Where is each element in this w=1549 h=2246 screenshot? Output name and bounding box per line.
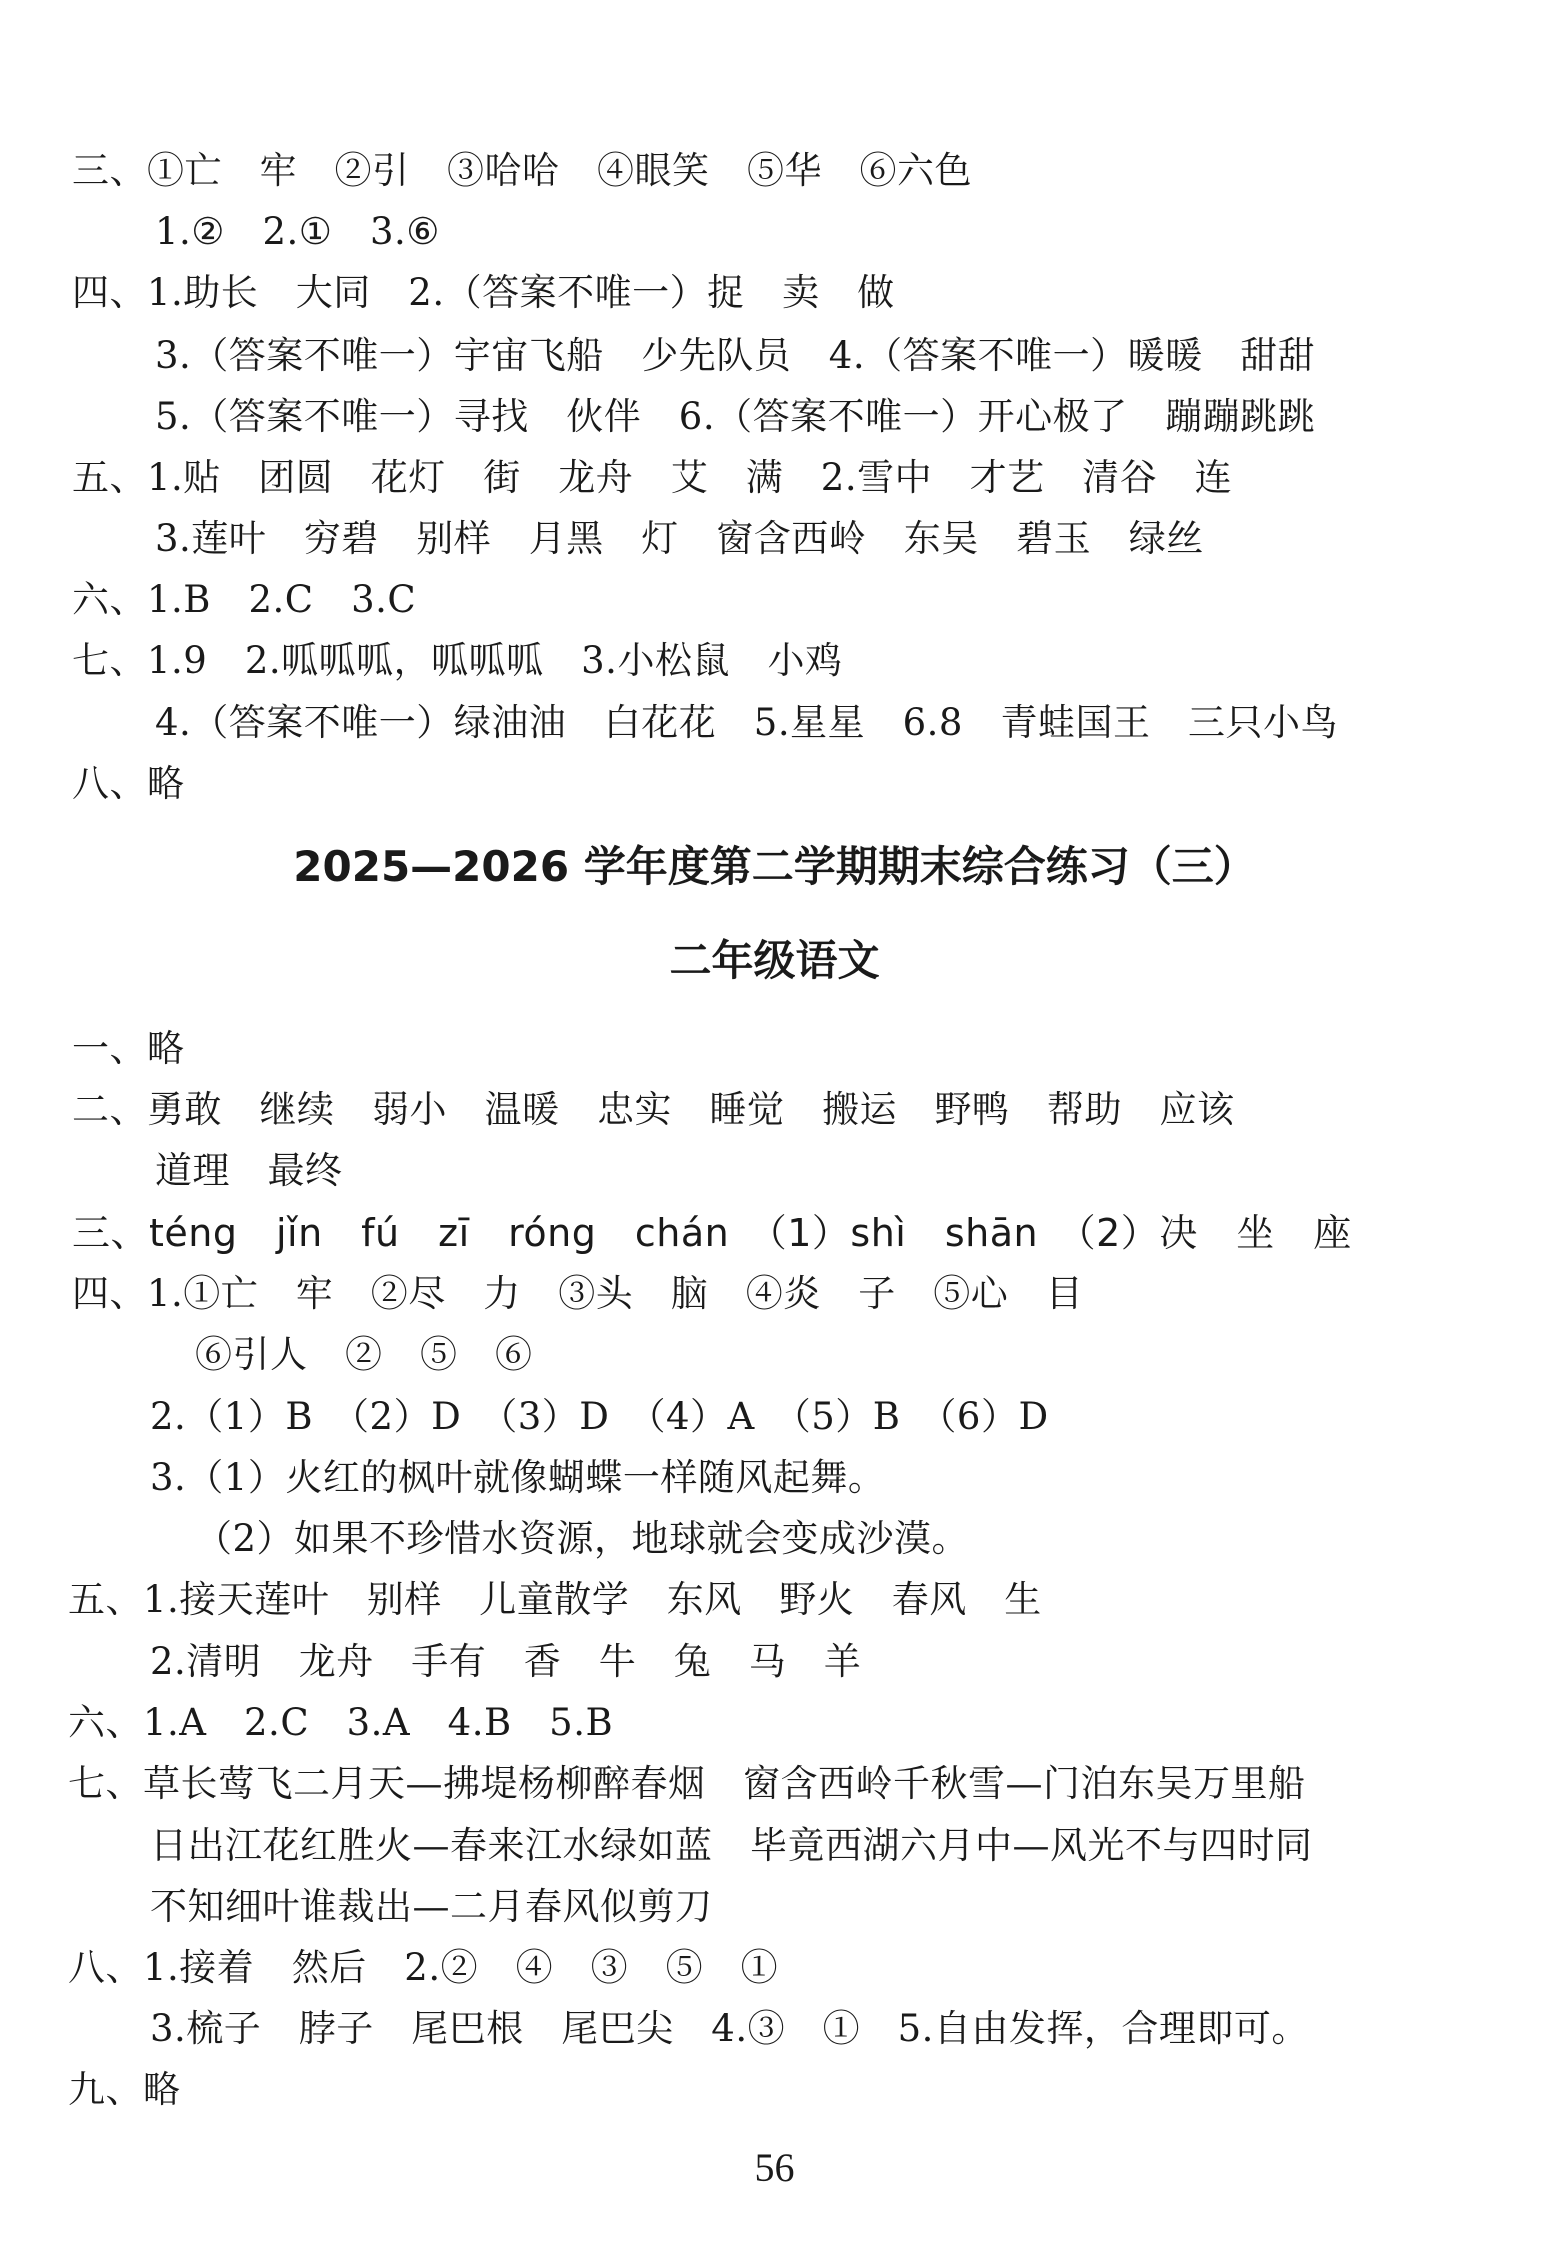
- answer-line: 九、略: [68, 2068, 181, 2111]
- answer-line: 二、勇敢 继续 弱小 温暖 忠实 睡觉 搬运 野鸭 帮助 应该: [72, 1088, 1235, 1131]
- answer-line: 七、草长莺飞二月天—拂堤杨柳醉春烟 窗含西岭千秋雪—门泊东吴万里船: [68, 1762, 1306, 1805]
- section-title: 2025—2026 学年度第二学期期末综合练习（三）: [293, 842, 1256, 891]
- answer-line: 3.（1）火红的枫叶就像蝴蝶一样随风起舞。: [150, 1456, 886, 1499]
- section-subtitle: 二年级语文: [669, 936, 880, 985]
- answer-line: 六、1.A 2.C 3.A 4.B 5.B: [68, 1701, 614, 1744]
- answer-line: 八、略: [72, 762, 185, 805]
- answer-line: 2.清明 龙舟 手有 香 牛 兔 马 羊: [150, 1640, 862, 1683]
- answer-line: ⑥引人 ② ⑤ ⑥: [195, 1333, 533, 1376]
- answer-line: 三、①亡 牢 ②引 ③哈哈 ④眼笑 ⑤华 ⑥六色: [72, 149, 972, 192]
- answer-line: 5.（答案不唯一）寻找 伙伴 6.（答案不唯一）开心极了 蹦蹦跳跳: [155, 395, 1316, 438]
- answer-line: 3.莲叶 穷碧 别样 月黑 灯 窗含西岭 东吴 碧玉 绿丝: [155, 517, 1204, 560]
- answer-line: （2）如果不珍惜水资源，地球就会变成沙漠。: [195, 1517, 970, 1560]
- answer-line: 七、1.9 2.呱呱呱，呱呱呱 3.小松鼠 小鸡: [72, 639, 843, 682]
- answer-line: 六、1.B 2.C 3.C: [72, 578, 417, 621]
- answer-line: 道理 最终: [155, 1149, 343, 1192]
- answer-line-pinyin: 三、téng jǐn fú zī róng chán （1）shì shān （2）决 坐 座: [72, 1211, 1352, 1255]
- answer-line: 四、1.助长 大同 2.（答案不唯一）捉 卖 做: [72, 271, 895, 314]
- answer-line: 一、略: [72, 1027, 185, 1070]
- answer-line: 八、1.接着 然后 2.② ④ ③ ⑤ ①: [68, 1946, 779, 1989]
- page-number: 56: [754, 2145, 795, 2190]
- answer-line: 不知细叶谁裁出—二月春风似剪刀: [150, 1885, 713, 1928]
- answer-line: 4.（答案不唯一）绿油油 白花花 5.星星 6.8 青蛙国王 三只小鸟: [155, 701, 1338, 744]
- answer-line: 四、1.①亡 牢 ②尽 力 ③头 脑 ④炎 子 ⑤心 目: [72, 1272, 1084, 1315]
- answer-line: 3.梳子 脖子 尾巴根 尾巴尖 4.③ ① 5.自由发挥，合理即可。: [150, 2007, 1309, 2050]
- answer-line: 1.② 2.① 3.⑥: [155, 210, 440, 253]
- answer-line: 五、1.接天莲叶 别样 儿童散学 东风 野火 春风 生: [68, 1578, 1042, 1621]
- answer-line: 五、1.贴 团圆 花灯 街 龙舟 艾 满 2.雪中 才艺 清谷 连: [72, 456, 1233, 499]
- answer-line: 2.（1）B （2）D （3）D （4）A （5）B （6）D: [150, 1395, 1049, 1438]
- answer-line: 日出江花红胜火—春来江水绿如蓝 毕竟西湖六月中—风光不与四时同: [150, 1824, 1313, 1867]
- answer-line: 3.（答案不唯一）宇宙飞船 少先队员 4.（答案不唯一）暖暖 甜甜: [155, 334, 1316, 377]
